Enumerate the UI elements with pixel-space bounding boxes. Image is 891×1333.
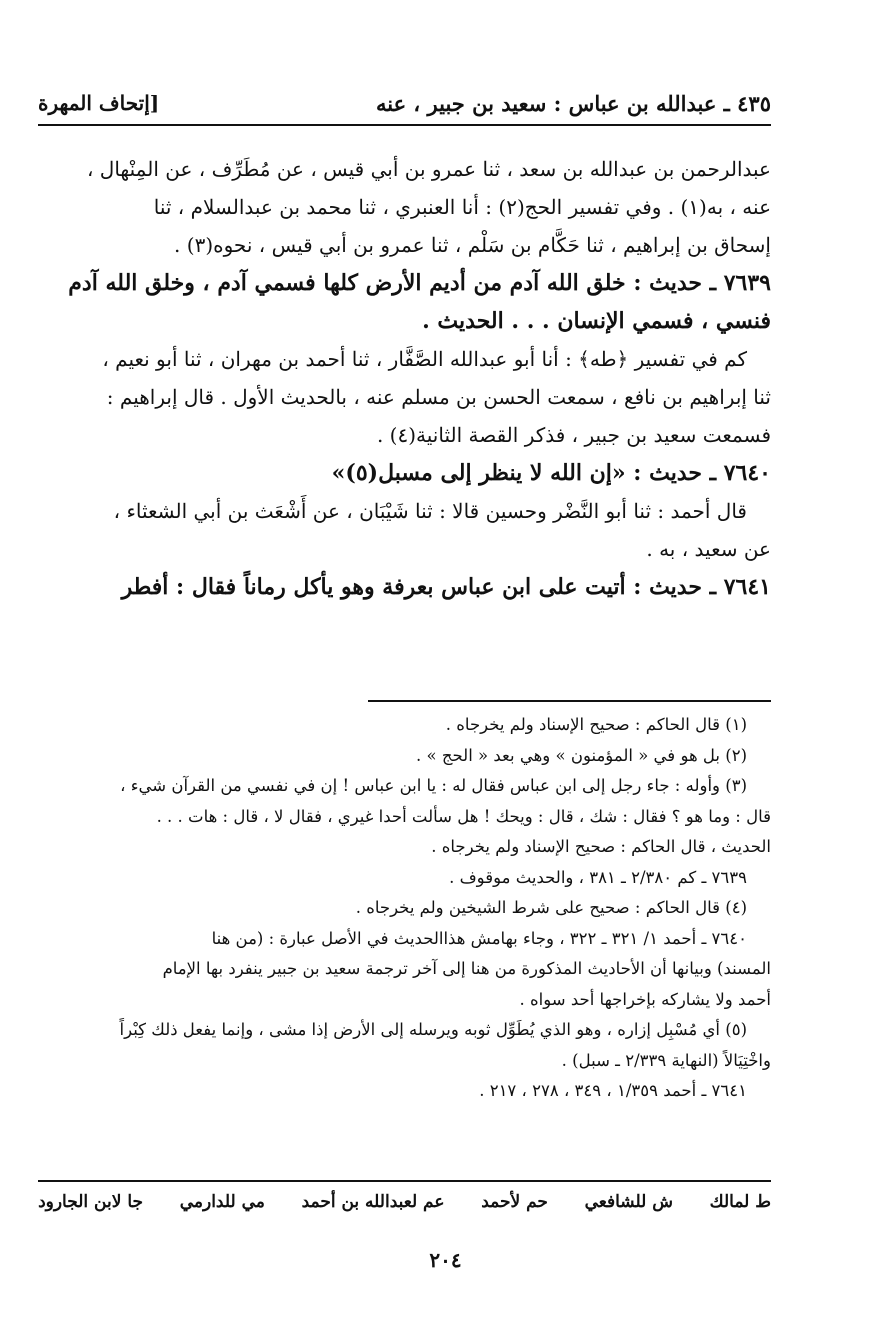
hadith-heading: ٧٦٤١ ـ حديث : أتيت على ابن عباس بعرفة وهو يأكل رماناً فقال : أفطر [121,574,771,600]
abbreviation-item: حم لأحمد [481,1192,548,1212]
hadith-heading: ٧٦٤٠ ـ حديث : «إن الله لا ينظر إلى مسبل(٥)» [331,460,771,486]
hadith-heading: فنسي ، فسمي الإنسان . . . الحديث . [422,308,771,334]
text-line: ثنا إبراهيم بن نافع ، سمعت الحسن بن مسلم عنه ، بالحديث الأول . قال إبراهيم : [106,385,771,409]
chapter-title: ٤٣٥ ـ عبدالله بن عباس : سعيد بن جبير ، عنه [376,90,771,116]
text-line: عنه ، به(١) . وفي تفسير الحج(٢) : أنا العنبري ، ثنا محمد بن عبدالسلام ، ثنا [153,195,771,219]
footnote-line: واخْتِيَالاً (النهاية ٢/٣٣٩ ـ سبل) . [561,1050,771,1070]
hadith-heading: ٧٦٣٩ ـ حديث : خلق الله آدم من أديم الأرض كلها فسمي آدم ، وخلق الله آدم [68,270,771,296]
abbreviation-item: مي للدارمي [179,1192,265,1212]
abbreviation-item: عم لعبدالله بن أحمد [301,1192,445,1212]
abbreviation-item: ش للشافعي [584,1192,673,1212]
main-text [38,150,771,606]
text-line: عبدالرحمن بن عبدالله بن سعد ، ثنا عمرو بن أبي قيس ، عن مُطَرِّف ، عن المِنْهال ، [86,157,771,181]
running-header [38,86,771,120]
footnote-line: المسند) وبيانها أن الأحاديث المذكورة من هنا إلى آخر ترجمة سعيد بن جبير ينفرد بها الإمام [162,959,771,978]
footnote-line: (٣) وأوله : جاء رجل إلى ابن عباس فقال له : يا ابن عباس ! إن في نفسي من القرآن شيء ، [120,776,747,795]
abbreviation-item: ط لمالك [709,1192,771,1212]
footnotes [38,710,771,1107]
text-line: إسحاق بن إبراهيم ، ثنا حَكَّام بن سَلْم ، ثنا عمرو بن أبي قيس ، نحوه(٣) . [174,233,771,257]
footnote-line: (٥) أي مُسْبِل إزاره ، وهو الذي يُطَوِّل ثوبه ويرسله إلى الأرض إذا مشى ، وإنما يفعل ذلك كِبْراً [119,1020,747,1039]
header-rule [38,124,771,126]
text-line: فسمعت سعيد بن جبير ، فذكر القصة الثانية(٤) . [376,423,771,447]
abbreviation-key [38,1192,771,1212]
footnote-line: ٧٦٣٩ ـ كم ٢/٣٨٠ ـ ٣٨١ ، والحديث موقوف . [449,867,747,887]
footnote-line: الحديث ، قال الحاكم : صحيح الإسناد ولم يخرجاه . [431,837,771,856]
footnote-line: ٧٦٤١ ـ أحمد ١/٣٥٩ ، ٣٤٩ ، ٢٧٨ ، ٢١٧ . [479,1081,747,1100]
footnote-line: أحمد ولا يشاركه بإخراجها أحد سواه . [519,989,771,1009]
book-title: [إتحاف المهرة [38,91,160,115]
footnote-line: قال : وما هو ؟ فقال : شك ، قال : ويحك ! هل سألت أحدا غيري ، فقال لا ، قال : هات . . . [156,806,771,826]
footnote-line: (٢) بل هو في « المؤمنون » وهي بعد « الحج » . [416,745,747,765]
text-line: قال أحمد : ثنا أبو النَّضْر وحسين قالا : ثنا شَيْبَان ، عن أَشْعَث بن أبي الشعثاء ، [113,499,747,523]
footnote-line: (١) قال الحاكم : صحيح الإسناد ولم يخرجاه . [445,715,747,734]
abbreviation-item: جا لابن الجارود [38,1192,144,1212]
footer-rule [38,1180,771,1182]
text-line: كم في تفسير ﴿طه﴾ : أنا أبو عبدالله الصَّفَّار ، ثنا أحمد بن مهران ، ثنا أبو نعيم ، [102,347,747,371]
page-number: ٢٠٤ [429,1248,462,1272]
text-line: عن سعيد ، به . [646,537,771,561]
footnote-separator [368,700,771,702]
footnote-line: ٧٦٤٠ ـ أحمد ١/ ٣٢١ ـ ٣٢٢ ، وجاء بهامش هذاالحديث في الأصل عبارة : (من هنا [211,928,747,948]
footnote-line: (٤) قال الحاكم : صحيح على شرط الشيخين ولم يخرجاه . [355,898,747,917]
